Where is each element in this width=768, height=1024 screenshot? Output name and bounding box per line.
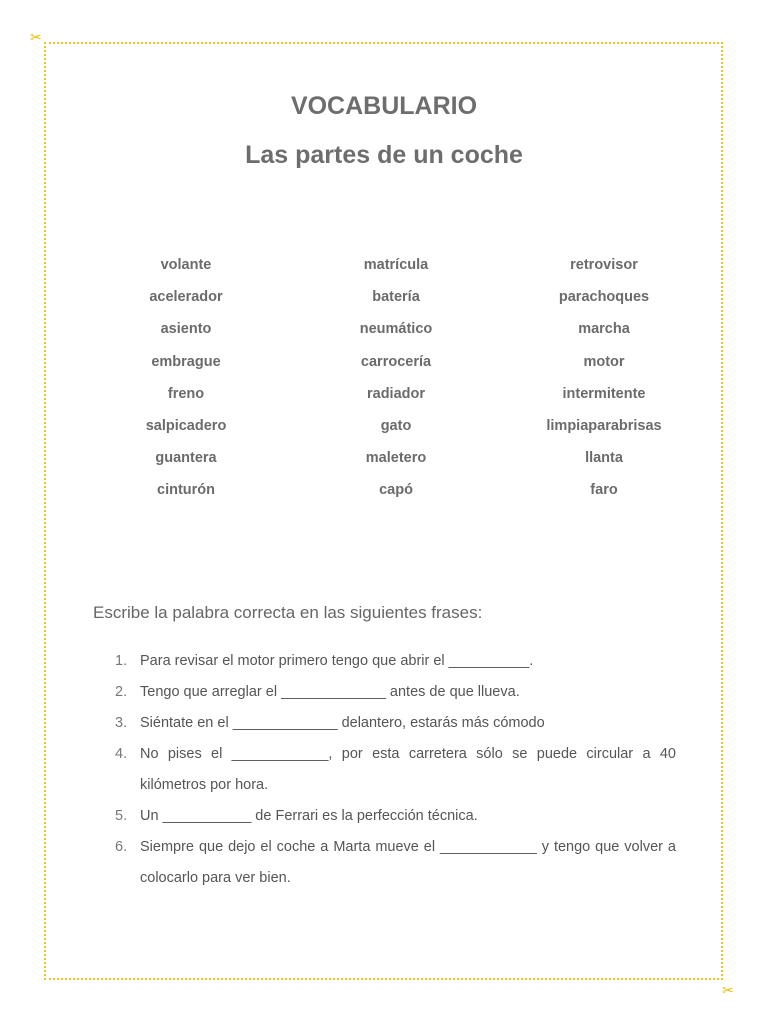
vocab-word: retrovisor: [570, 257, 638, 273]
exercise-sentence: [108, 677, 676, 708]
vocab-word: cinturón: [157, 482, 215, 499]
vocabulary-column-1: [86, 255, 286, 513]
vocab-word: acelerador: [149, 289, 223, 306]
exercise-sentence-list: [108, 646, 676, 894]
sentence-number: 3.: [115, 715, 128, 731]
vocab-word: matrícula: [363, 257, 429, 273]
sentence-number: 5.: [115, 808, 128, 824]
exercise-instruction: Escribe la palabra correcta en las siguientes frases:: [93, 603, 483, 622]
exercise-sentence: [108, 801, 676, 832]
vocab-word: freno: [167, 385, 205, 402]
sentence-text: Tengo que arreglar el _____________ antes de que llueva.: [140, 684, 520, 700]
scissors-icon: ✂: [722, 982, 734, 998]
vocab-word: llanta: [585, 450, 623, 467]
vocab-word: carrocería: [360, 353, 432, 370]
vocab-word: batería: [372, 289, 420, 306]
vocab-word: volante: [160, 257, 212, 273]
vocab-word: parachoques: [558, 289, 650, 306]
exercise-sentence: [108, 708, 676, 739]
sentence-text: Un ___________ de Ferrari es la perfección técnica.: [140, 808, 478, 824]
vocab-word: embrague: [151, 353, 221, 370]
exercise-sentence: [108, 739, 676, 801]
vocab-word: radiador: [366, 385, 425, 402]
vocab-word: intermitente: [562, 385, 646, 402]
vocab-word: maletero: [365, 450, 427, 467]
vocabulary-column-2: [296, 255, 496, 513]
vocab-word: gato: [380, 417, 412, 434]
vocab-word: salpicadero: [145, 417, 227, 434]
vocab-word: asiento: [160, 321, 212, 338]
vocab-word: guantera: [155, 450, 217, 467]
vocab-word: limpiaparabrisas: [546, 417, 662, 434]
exercise-sentence: [108, 646, 676, 677]
vocab-word: motor: [583, 353, 625, 370]
page-subtitle: Las partes de un coche: [245, 141, 523, 169]
sentence-text: Siempre que dejo el coche a Marta mueve el ____________ y tengo que volver a colocarlo para ver bien.: [140, 839, 676, 886]
sentence-number: 2.: [115, 684, 128, 700]
vocab-word: capó: [379, 482, 413, 499]
sentence-text: No pises el ____________, por esta carretera sólo se puede circular a 40 kilómetros por hora.: [140, 746, 676, 793]
scissors-icon: ✂: [30, 29, 42, 45]
vocab-word: marcha: [578, 321, 630, 338]
sentence-text: Siéntate en el _____________ delantero, estarás más cómodo: [140, 715, 545, 731]
vocab-word: neumático: [359, 321, 433, 338]
sentence-text: Para revisar el motor primero tengo que abrir el __________.: [140, 653, 534, 669]
page-title: VOCABULARIO: [290, 92, 478, 120]
vocab-word: faro: [590, 482, 618, 499]
exercise-sentence: [108, 832, 676, 894]
sentence-number: 6.: [115, 839, 128, 855]
sentence-number: 1.: [115, 653, 128, 669]
vocabulary-column-3: [504, 255, 704, 513]
sentence-number: 4.: [115, 746, 128, 762]
